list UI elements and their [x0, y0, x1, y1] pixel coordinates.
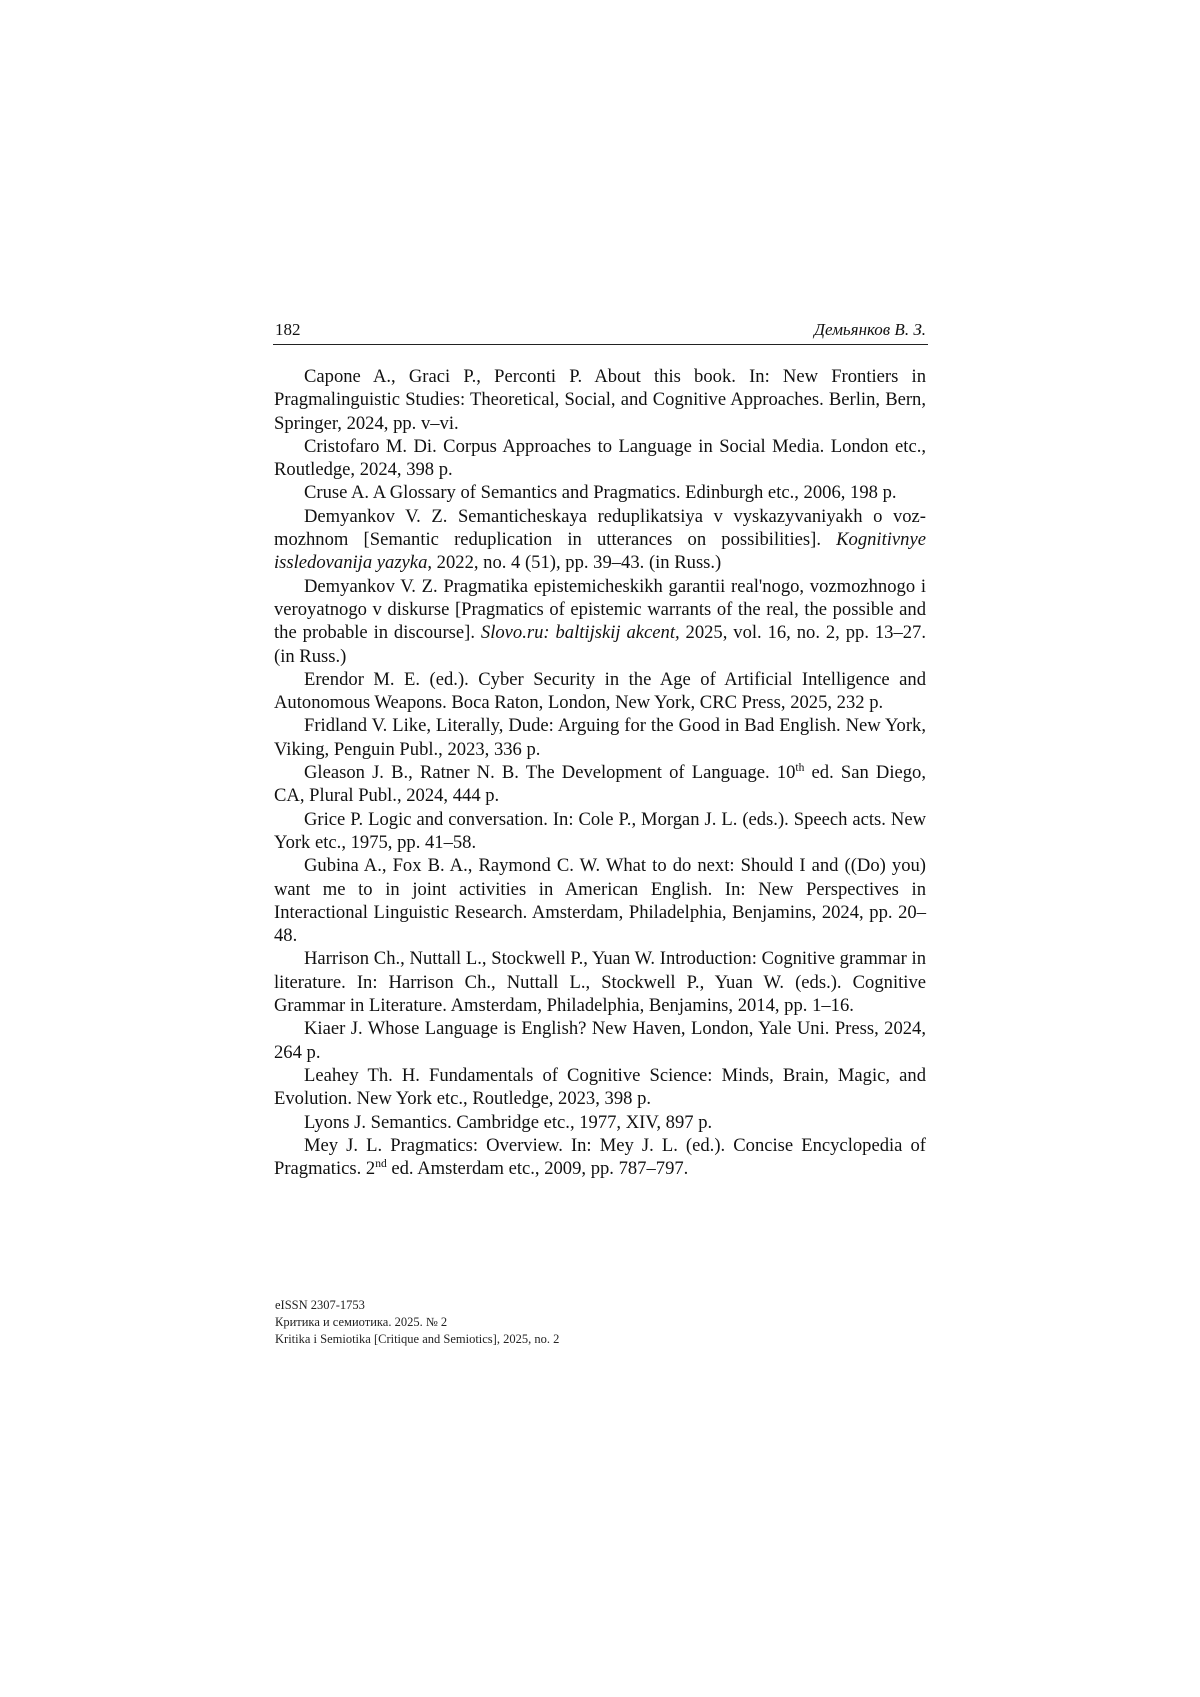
reference-item: Harrison Ch., Nuttall L., Stockwell P., Yuan W. Introduction: Cognitive grammar in literature. In: Harrison Ch., Nuttall L., Stockwell P., Yuan W. (eds.). Cognitive Grammar in Literature. Amsterdam, Philadelphia, Benjamins, 2014, pp. 1–16. — [274, 947, 926, 1017]
reference-item: Demyankov V. Z. Semanticheskaya reduplikatsiya v vyskazyvaniyakh o voz­mozhnom [Semantic reduplication in utterances on possibilities]. Kognitivnye issledovanija yazyka, 2022, no. 4 (51), pp. 39–43. (in Russ.) — [274, 505, 926, 575]
running-header — [273, 318, 928, 345]
reference-item: Cruse A. A Glossary of Semantics and Pragmatics. Edinburgh etc., 2006, 198 p. — [274, 481, 926, 504]
reference-item: Capone A., Graci P., Perconti P. About this book. In: New Frontiers in Pragmalinguistic Studies: Theoretical, Social, and Cognitive Approaches. Ber­lin, Bern, Springer, 2024, pp. v–vi. — [274, 365, 926, 435]
footer-journal-en: Kritika i Semiotika [Critique and Semiotics], 2025, no. 2 — [275, 1331, 559, 1348]
reference-list — [274, 365, 926, 1180]
reference-item: Cristofaro M. Di. Corpus Approaches to Language in Social Media. London etc., Routledge, 2024, 398 p. — [274, 435, 926, 482]
journal-footer — [275, 1297, 559, 1348]
reference-item: Lyons J. Semantics. Cambridge etc., 1977, XIV, 897 p. — [274, 1111, 926, 1134]
reference-item: Gleason J. B., Ratner N. B. The Development of Language. 10th ed. San Di­ego, CA, Plural Publ., 2024, 444 p. — [274, 761, 926, 808]
reference-item: Kiaer J. Whose Language is English? New Haven, London, Yale Uni. Press, 2024, 264 p. — [274, 1017, 926, 1064]
page-number: 182 — [275, 320, 301, 340]
reference-item: Erendor M. E. (ed.). Cyber Security in the Age of Artificial Intelligence and Autonomous Weapons. Boca Raton, London, New York, CRC Press, 2025, 232 p. — [274, 668, 926, 715]
reference-item: Gubina A., Fox B. A., Raymond C. W. What to do next: Should I and ((Do) you) want me to in joint activities in American English. In: New Perspectives in Interactional Linguistic Research. Amsterdam, Philadelphia, Benjamins, 2024, pp. 20–48. — [274, 854, 926, 947]
reference-item: Leahey Th. H. Fundamentals of Cognitive Science: Minds, Brain, Magic, and Evolution. New York etc., Routledge, 2023, 398 p. — [274, 1064, 926, 1111]
journal-title: Kognitivnye issledovanija yazyka — [274, 529, 926, 573]
footer-journal-ru: Критика и семиотика. 2025. № 2 — [275, 1314, 559, 1331]
reference-item: Fridland V. Like, Literally, Dude: Arguing for the Good in Bad English. New York, Viking, Penguin Publ., 2023, 336 p. — [274, 714, 926, 761]
reference-item: Mey J. L. Pragmatics: Overview. In: Mey J. L. (ed.). Concise Encyclopedia of Pragmatics. 2nd ed. Amsterdam etc., 2009, pp. 787–797. — [274, 1134, 926, 1181]
ordinal-suffix: th — [795, 762, 804, 774]
footer-issn: eISSN 2307-1753 — [275, 1297, 559, 1314]
running-author: Демьянков В. З. — [814, 320, 926, 340]
reference-item: Demyankov V. Z. Pragmatika epistemicheskikh garantii real'nogo, voz­mozhnogo i veroyatnogo v diskurse [Pragmatics of epistemic warrants of the real, the possible and the probable in discourse]. Slovo.ru: baltijskij akcent, 2025, vol. 16, no. 2, pp. 13–27. (in Russ.) — [274, 575, 926, 668]
journal-title: Slovo.ru: baltijskij akcent, — [481, 622, 680, 643]
ordinal-suffix: nd — [375, 1158, 387, 1170]
reference-item: Grice P. Logic and conversation. In: Cole P., Morgan J. L. (eds.). Speech acts. New York etc., 1975, pp. 41–58. — [274, 808, 926, 855]
